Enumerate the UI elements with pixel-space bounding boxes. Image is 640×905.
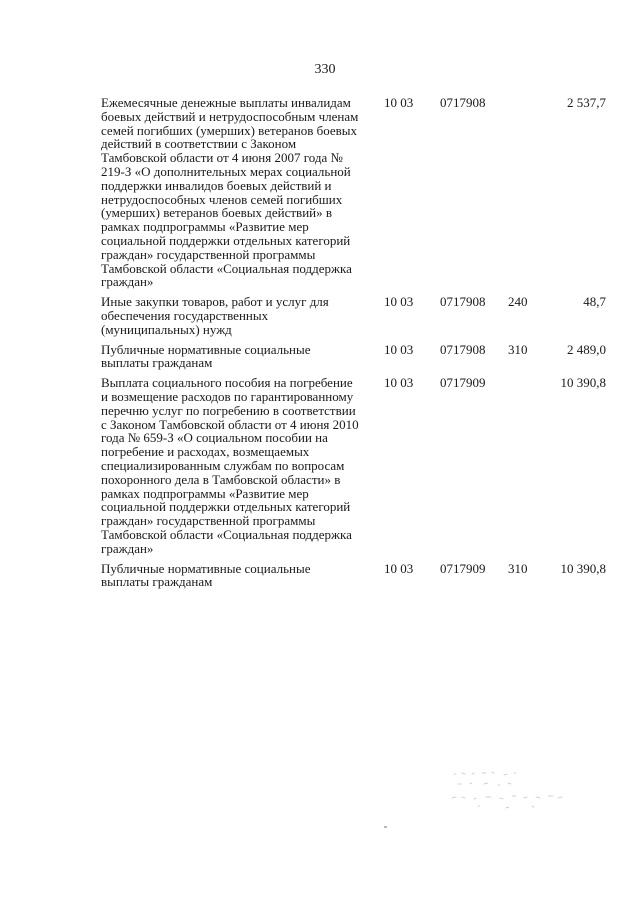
row-target: 0717908	[440, 95, 486, 110]
table-row	[101, 562, 606, 590]
row-name: Выплата социального пособия на погребение и возмещение расходов по гарантированному перечню услуг по погребению в соответствии с Законом Тамбовской области от 4 июня 2010 года № 659-З «О социальном пособии на погребение и расходах, возмещаемых специализированным службам по вопросам похоронного дела в Тамбовской области» в рамках подпрограммы «Развитие мер социальной поддержки отдельных категорий граждан» государственной программы Тамбовской области «Социальная поддержка граждан»	[101, 375, 359, 556]
budget-table	[101, 96, 606, 595]
table-row	[101, 96, 606, 289]
row-type: 310	[508, 560, 528, 576]
scan-speck	[384, 826, 387, 828]
row-amount: 2 537,7	[567, 95, 606, 110]
row-amount: 10 390,8	[560, 560, 606, 576]
row-amount: 2 489,0	[567, 341, 606, 357]
row-section: 10 03	[384, 95, 414, 110]
table-row	[101, 295, 606, 336]
table-row	[101, 376, 606, 555]
row-name: Иные закупки товаров, работ и услуг для обеспечения государственных (муниципальных) нужд	[101, 294, 329, 337]
row-section: 10 03	[384, 375, 414, 391]
row-type: 240	[508, 294, 528, 310]
page-number: 330	[314, 62, 336, 77]
row-amount: 48,7	[583, 294, 606, 310]
row-amount: 10 390,8	[560, 375, 606, 391]
row-name: Публичные нормативные социальные выплаты гражданам	[101, 560, 311, 590]
row-target: 0717908	[440, 294, 486, 310]
row-section: 10 03	[384, 341, 414, 357]
table-row	[101, 343, 606, 371]
row-section: 10 03	[384, 560, 414, 576]
row-section: 10 03	[384, 294, 414, 310]
row-target: 0717909	[440, 375, 486, 391]
row-name: Ежемесячные денежные выплаты инвалидам боевых действий и нетрудоспособным членам семей погибших (умерших) ветеранов боевых действий в соответствии с Законом Тамбовской области от 4 июня 2007 года № 219-З «О дополнительных мерах социальной поддержки инвалидов боевых действий и нетрудоспособных членов семей погибших (умерших) ветеранов боевых действий» в рамках подпрограммы «Развитие мер социальной поддержки отдельных категорий граждан» государственной программы Тамбовской области «Социальная поддержка граждан»	[101, 95, 359, 290]
row-target: 0717908	[440, 341, 486, 357]
row-target: 0717909	[440, 560, 486, 576]
row-type: 310	[508, 341, 528, 357]
row-name: Публичные нормативные социальные выплаты гражданам	[101, 341, 311, 371]
faded-stamp-mark	[448, 768, 568, 818]
